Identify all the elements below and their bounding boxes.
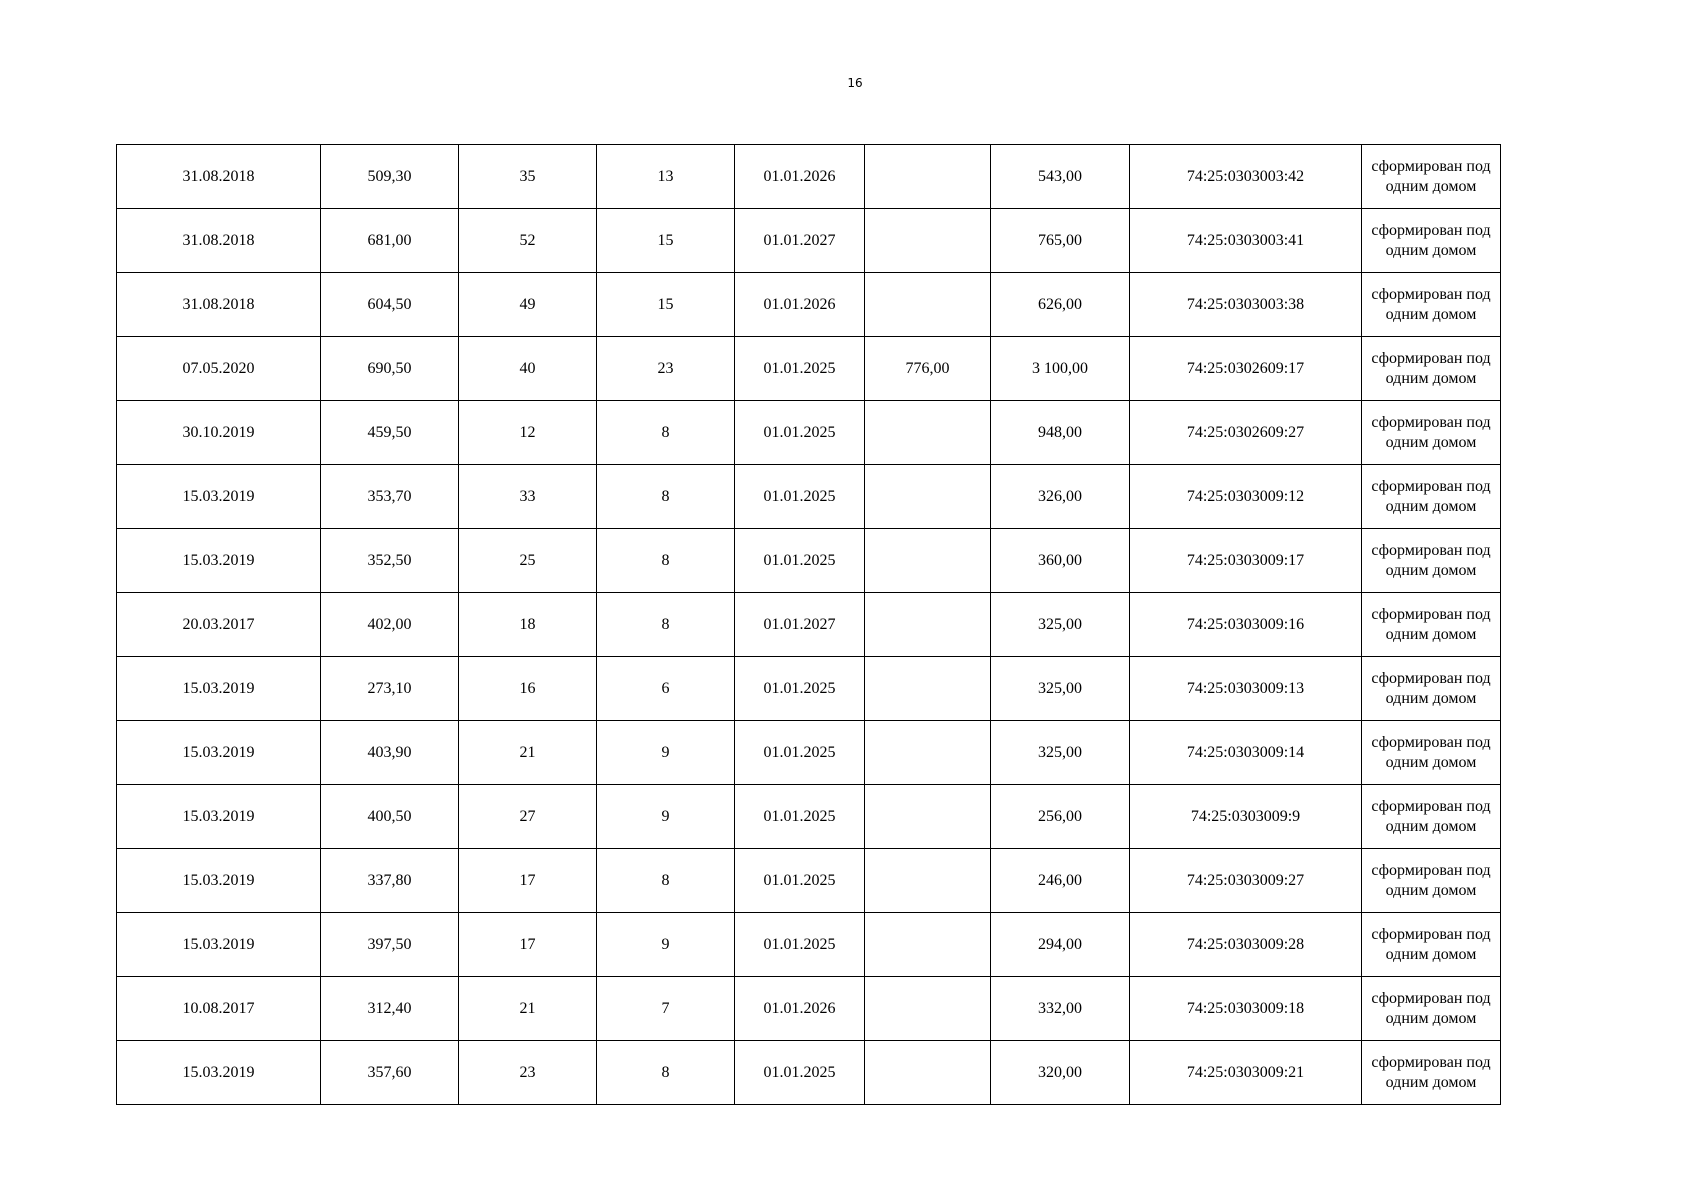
count-cell-2: 6 — [597, 657, 735, 721]
count-cell-2: 8 — [597, 529, 735, 593]
term-date-cell: 01.01.2025 — [735, 849, 865, 913]
value-cell: 776,00 — [865, 337, 991, 401]
term-date-cell: 01.01.2026 — [735, 145, 865, 209]
area-cell: 690,50 — [321, 337, 459, 401]
date-cell: 15.03.2019 — [117, 529, 321, 593]
date-cell: 15.03.2019 — [117, 785, 321, 849]
date-cell: 30.10.2019 — [117, 401, 321, 465]
count-cell-2: 15 — [597, 273, 735, 337]
note-line: одним домом — [1385, 689, 1477, 707]
term-date-cell: 01.01.2025 — [735, 721, 865, 785]
note-line: сформирован под — [1371, 157, 1491, 175]
note-line: сформирован под — [1371, 541, 1491, 559]
cadastral-number-cell: 74:25:0303009:17 — [1130, 529, 1362, 593]
count-cell: 33 — [459, 465, 597, 529]
note-cell — [1362, 657, 1501, 721]
value-cell-2: 320,00 — [991, 1041, 1130, 1105]
note-line: одним домом — [1385, 241, 1477, 259]
date-cell: 07.05.2020 — [117, 337, 321, 401]
term-date-cell: 01.01.2025 — [735, 913, 865, 977]
term-date-cell: 01.01.2025 — [735, 401, 865, 465]
value-cell-2: 332,00 — [991, 977, 1130, 1041]
cadastral-number-cell: 74:25:0303009:13 — [1130, 657, 1362, 721]
value-cell — [865, 913, 991, 977]
cadastral-number-cell: 74:25:0302609:27 — [1130, 401, 1362, 465]
table-row — [117, 849, 1501, 913]
area-cell: 604,50 — [321, 273, 459, 337]
note-line: одним домом — [1385, 881, 1477, 899]
value-cell-2: 325,00 — [991, 657, 1130, 721]
date-cell: 31.08.2018 — [117, 273, 321, 337]
note-line: сформирован под — [1371, 925, 1491, 943]
table-row — [117, 913, 1501, 977]
area-cell: 459,50 — [321, 401, 459, 465]
area-cell: 400,50 — [321, 785, 459, 849]
date-cell: 10.08.2017 — [117, 977, 321, 1041]
value-cell-2: 325,00 — [991, 721, 1130, 785]
note-cell — [1362, 1041, 1501, 1105]
registry-table — [116, 144, 1501, 1105]
value-cell-2: 246,00 — [991, 849, 1130, 913]
term-date-cell: 01.01.2026 — [735, 273, 865, 337]
cadastral-number-cell: 74:25:0303003:38 — [1130, 273, 1362, 337]
date-cell: 15.03.2019 — [117, 1041, 321, 1105]
count-cell: 23 — [459, 1041, 597, 1105]
count-cell-2: 8 — [597, 401, 735, 465]
note-line: одним домом — [1385, 1073, 1477, 1091]
count-cell: 16 — [459, 657, 597, 721]
value-cell — [865, 1041, 991, 1105]
area-cell: 312,40 — [321, 977, 459, 1041]
area-cell: 397,50 — [321, 913, 459, 977]
value-cell — [865, 593, 991, 657]
value-cell-2: 256,00 — [991, 785, 1130, 849]
area-cell: 273,10 — [321, 657, 459, 721]
date-cell: 31.08.2018 — [117, 209, 321, 273]
table-row — [117, 785, 1501, 849]
count-cell-2: 15 — [597, 209, 735, 273]
term-date-cell: 01.01.2025 — [735, 529, 865, 593]
table-row — [117, 593, 1501, 657]
count-cell-2: 7 — [597, 977, 735, 1041]
cadastral-number-cell: 74:25:0303003:42 — [1130, 145, 1362, 209]
note-cell — [1362, 529, 1501, 593]
date-cell: 15.03.2019 — [117, 465, 321, 529]
count-cell-2: 8 — [597, 1041, 735, 1105]
table-row — [117, 657, 1501, 721]
value-cell-2: 326,00 — [991, 465, 1130, 529]
note-cell — [1362, 465, 1501, 529]
note-cell — [1362, 273, 1501, 337]
note-line: сформирован под — [1371, 349, 1491, 367]
area-cell: 352,50 — [321, 529, 459, 593]
note-line: одним домом — [1385, 753, 1477, 771]
note-line: сформирован под — [1371, 989, 1491, 1007]
note-line: одним домом — [1385, 1009, 1477, 1027]
cadastral-number-cell: 74:25:0303009:28 — [1130, 913, 1362, 977]
date-cell: 31.08.2018 — [117, 145, 321, 209]
cadastral-number-cell: 74:25:0303009:9 — [1130, 785, 1362, 849]
table-row — [117, 145, 1501, 209]
note-cell — [1362, 593, 1501, 657]
value-cell-2: 325,00 — [991, 593, 1130, 657]
note-cell — [1362, 721, 1501, 785]
value-cell — [865, 401, 991, 465]
table-row — [117, 273, 1501, 337]
value-cell — [865, 849, 991, 913]
note-cell — [1362, 913, 1501, 977]
registry-table-body — [117, 145, 1501, 1105]
term-date-cell: 01.01.2027 — [735, 209, 865, 273]
table-row — [117, 529, 1501, 593]
cadastral-number-cell: 74:25:0303009:18 — [1130, 977, 1362, 1041]
note-line: сформирован под — [1371, 669, 1491, 687]
note-line: одним домом — [1385, 625, 1477, 643]
cadastral-number-cell: 74:25:0303009:16 — [1130, 593, 1362, 657]
count-cell-2: 13 — [597, 145, 735, 209]
value-cell-2: 3 100,00 — [991, 337, 1130, 401]
date-cell: 15.03.2019 — [117, 913, 321, 977]
cadastral-number-cell: 74:25:0303009:21 — [1130, 1041, 1362, 1105]
area-cell: 403,90 — [321, 721, 459, 785]
note-cell — [1362, 401, 1501, 465]
cadastral-number-cell: 74:25:0303009:27 — [1130, 849, 1362, 913]
term-date-cell: 01.01.2025 — [735, 785, 865, 849]
count-cell: 49 — [459, 273, 597, 337]
note-cell — [1362, 145, 1501, 209]
note-line: одним домом — [1385, 433, 1477, 451]
table-row — [117, 337, 1501, 401]
term-date-cell: 01.01.2025 — [735, 1041, 865, 1105]
count-cell: 25 — [459, 529, 597, 593]
table-row — [117, 465, 1501, 529]
note-line: сформирован под — [1371, 797, 1491, 815]
count-cell-2: 23 — [597, 337, 735, 401]
note-cell — [1362, 209, 1501, 273]
count-cell-2: 8 — [597, 465, 735, 529]
table-row — [117, 209, 1501, 273]
value-cell — [865, 273, 991, 337]
count-cell: 21 — [459, 721, 597, 785]
value-cell — [865, 529, 991, 593]
term-date-cell: 01.01.2026 — [735, 977, 865, 1041]
note-line: одним домом — [1385, 497, 1477, 515]
count-cell: 40 — [459, 337, 597, 401]
note-cell — [1362, 785, 1501, 849]
table-row — [117, 1041, 1501, 1105]
note-line: сформирован под — [1371, 285, 1491, 303]
table-row — [117, 721, 1501, 785]
note-line: одним домом — [1385, 177, 1477, 195]
value-cell — [865, 465, 991, 529]
area-cell: 353,70 — [321, 465, 459, 529]
count-cell-2: 9 — [597, 721, 735, 785]
count-cell: 17 — [459, 849, 597, 913]
note-line: сформирован под — [1371, 1053, 1491, 1071]
value-cell — [865, 657, 991, 721]
value-cell-2: 948,00 — [991, 401, 1130, 465]
note-line: сформирован под — [1371, 221, 1491, 239]
count-cell: 52 — [459, 209, 597, 273]
area-cell: 509,30 — [321, 145, 459, 209]
count-cell: 17 — [459, 913, 597, 977]
cadastral-number-cell: 74:25:0303009:14 — [1130, 721, 1362, 785]
area-cell: 402,00 — [321, 593, 459, 657]
cadastral-number-cell: 74:25:0303009:12 — [1130, 465, 1362, 529]
value-cell — [865, 721, 991, 785]
count-cell-2: 9 — [597, 785, 735, 849]
date-cell: 20.03.2017 — [117, 593, 321, 657]
date-cell: 15.03.2019 — [117, 721, 321, 785]
cadastral-number-cell: 74:25:0303003:41 — [1130, 209, 1362, 273]
date-cell: 15.03.2019 — [117, 657, 321, 721]
area-cell: 337,80 — [321, 849, 459, 913]
cadastral-number-cell: 74:25:0302609:17 — [1130, 337, 1362, 401]
value-cell-2: 543,00 — [991, 145, 1130, 209]
note-line: одним домом — [1385, 561, 1477, 579]
count-cell: 27 — [459, 785, 597, 849]
note-line: сформирован под — [1371, 477, 1491, 495]
note-line: сформирован под — [1371, 605, 1491, 623]
note-line: сформирован под — [1371, 413, 1491, 431]
term-date-cell: 01.01.2025 — [735, 337, 865, 401]
count-cell-2: 8 — [597, 849, 735, 913]
value-cell-2: 626,00 — [991, 273, 1130, 337]
note-line: сформирован под — [1371, 733, 1491, 751]
table-row — [117, 977, 1501, 1041]
value-cell — [865, 977, 991, 1041]
count-cell: 35 — [459, 145, 597, 209]
value-cell — [865, 209, 991, 273]
value-cell-2: 294,00 — [991, 913, 1130, 977]
value-cell-2: 360,00 — [991, 529, 1130, 593]
page-number: 16 — [847, 76, 863, 90]
note-line: сформирован под — [1371, 861, 1491, 879]
count-cell-2: 9 — [597, 913, 735, 977]
term-date-cell: 01.01.2025 — [735, 465, 865, 529]
note-cell — [1362, 977, 1501, 1041]
note-line: одним домом — [1385, 945, 1477, 963]
count-cell: 18 — [459, 593, 597, 657]
count-cell: 12 — [459, 401, 597, 465]
note-line: одним домом — [1385, 369, 1477, 387]
term-date-cell: 01.01.2025 — [735, 657, 865, 721]
term-date-cell: 01.01.2027 — [735, 593, 865, 657]
note-line: одним домом — [1385, 305, 1477, 323]
note-line: одним домом — [1385, 817, 1477, 835]
count-cell-2: 8 — [597, 593, 735, 657]
area-cell: 357,60 — [321, 1041, 459, 1105]
note-cell — [1362, 337, 1501, 401]
count-cell: 21 — [459, 977, 597, 1041]
value-cell — [865, 145, 991, 209]
value-cell-2: 765,00 — [991, 209, 1130, 273]
table-row — [117, 401, 1501, 465]
value-cell — [865, 785, 991, 849]
area-cell: 681,00 — [321, 209, 459, 273]
note-cell — [1362, 849, 1501, 913]
date-cell: 15.03.2019 — [117, 849, 321, 913]
